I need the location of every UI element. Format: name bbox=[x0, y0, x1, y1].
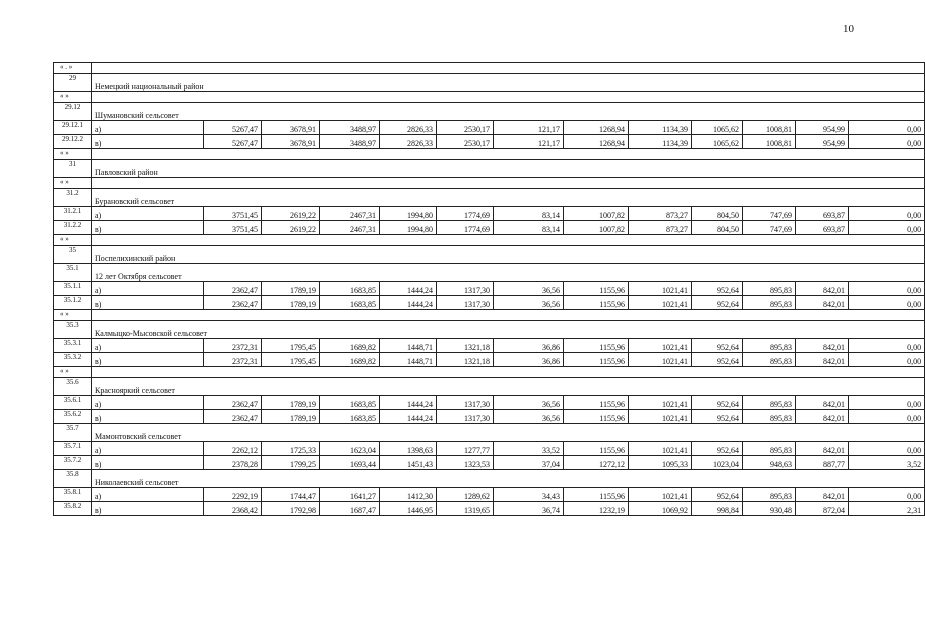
value-cell: 1683,85 bbox=[320, 282, 380, 296]
value-cell: 804,50 bbox=[692, 207, 743, 221]
value-cell: 1641,27 bbox=[320, 488, 380, 502]
value-cell: 0,00 bbox=[849, 410, 925, 424]
value-cell: 2292,19 bbox=[204, 488, 262, 502]
value-cell: 1065,62 bbox=[692, 135, 743, 149]
value-cell: 1687,47 bbox=[320, 502, 380, 516]
value-cell: 33,52 bbox=[494, 442, 564, 456]
value-cell: 842,01 bbox=[796, 488, 849, 502]
value-cell: 872,04 bbox=[796, 502, 849, 516]
value-cell: 952,64 bbox=[692, 442, 743, 456]
value-cell: 0,00 bbox=[849, 396, 925, 410]
value-cell: 1683,85 bbox=[320, 296, 380, 310]
value-cell: 1444,24 bbox=[380, 296, 437, 310]
value-cell: 693,87 bbox=[796, 221, 849, 235]
row-code: 35.8 bbox=[54, 470, 92, 488]
value-cell: 895,83 bbox=[743, 442, 796, 456]
quote-row bbox=[54, 149, 925, 160]
value-cell: 952,64 bbox=[692, 339, 743, 353]
quote-spacer bbox=[92, 149, 925, 160]
row-code: 31.2 bbox=[54, 189, 92, 207]
value-cell: 2826,33 bbox=[380, 121, 437, 135]
value-cell: 0,00 bbox=[849, 221, 925, 235]
value-cell: 1021,41 bbox=[629, 442, 692, 456]
value-cell: 2619,22 bbox=[262, 221, 320, 235]
section-row bbox=[54, 264, 925, 282]
value-cell: 2372,31 bbox=[204, 353, 262, 367]
tariff-table-body bbox=[54, 63, 925, 516]
value-cell: 887,77 bbox=[796, 456, 849, 470]
section-row bbox=[54, 160, 925, 178]
value-cell: 1155,96 bbox=[564, 353, 629, 367]
row-label: в) bbox=[92, 221, 204, 235]
table-row bbox=[54, 502, 925, 516]
row-label: а) bbox=[92, 488, 204, 502]
value-cell: 1021,41 bbox=[629, 353, 692, 367]
row-code: 29 bbox=[54, 74, 92, 92]
value-cell: 1792,98 bbox=[262, 502, 320, 516]
value-cell: 1994,80 bbox=[380, 207, 437, 221]
value-cell: 998,84 bbox=[692, 502, 743, 516]
row-code: « » bbox=[54, 235, 92, 246]
row-code: 31 bbox=[54, 160, 92, 178]
value-cell: 1623,04 bbox=[320, 442, 380, 456]
section-title: Николаевский сельсовет bbox=[92, 470, 925, 488]
value-cell: 36,56 bbox=[494, 296, 564, 310]
value-cell: 36,56 bbox=[494, 282, 564, 296]
row-code: 35.8.2 bbox=[54, 502, 92, 516]
row-code: 35.1.2 bbox=[54, 296, 92, 310]
value-cell: 0,00 bbox=[849, 282, 925, 296]
section-title: Калмыцко-Мысовской сельсовет bbox=[92, 321, 925, 339]
value-cell: 952,64 bbox=[692, 296, 743, 310]
value-cell: 3751,45 bbox=[204, 221, 262, 235]
section-row bbox=[54, 246, 925, 264]
value-cell: 2372,31 bbox=[204, 339, 262, 353]
row-code: 35.7.2 bbox=[54, 456, 92, 470]
value-cell: 2362,47 bbox=[204, 410, 262, 424]
value-cell: 0,00 bbox=[849, 121, 925, 135]
section-row bbox=[54, 424, 925, 442]
value-cell: 1268,94 bbox=[564, 121, 629, 135]
row-label: а) bbox=[92, 339, 204, 353]
value-cell: 2530,17 bbox=[437, 135, 494, 149]
value-cell: 1683,85 bbox=[320, 396, 380, 410]
value-cell: 2362,47 bbox=[204, 296, 262, 310]
value-cell: 1683,85 bbox=[320, 410, 380, 424]
row-code: « » bbox=[54, 92, 92, 103]
row-label: в) bbox=[92, 410, 204, 424]
section-title: 12 лет Октября сельсовет bbox=[92, 264, 925, 282]
table-row bbox=[54, 221, 925, 235]
value-cell: 1155,96 bbox=[564, 442, 629, 456]
value-cell: 0,00 bbox=[849, 339, 925, 353]
value-cell: 36,86 bbox=[494, 353, 564, 367]
value-cell: 1155,96 bbox=[564, 282, 629, 296]
quote-row bbox=[54, 235, 925, 246]
quote-spacer bbox=[92, 63, 925, 74]
value-cell: 2530,17 bbox=[437, 121, 494, 135]
row-label: в) bbox=[92, 296, 204, 310]
row-label: а) bbox=[92, 121, 204, 135]
value-cell: 83,14 bbox=[494, 221, 564, 235]
value-cell: 36,74 bbox=[494, 502, 564, 516]
value-cell: 1444,24 bbox=[380, 396, 437, 410]
page-number: 10 bbox=[843, 23, 854, 35]
row-label: в) bbox=[92, 353, 204, 367]
table-row bbox=[54, 410, 925, 424]
value-cell: 895,83 bbox=[743, 339, 796, 353]
value-cell: 1725,33 bbox=[262, 442, 320, 456]
quote-spacer bbox=[92, 235, 925, 246]
value-cell: 3488,97 bbox=[320, 135, 380, 149]
value-cell: 1321,18 bbox=[437, 339, 494, 353]
value-cell: 3678,91 bbox=[262, 135, 320, 149]
value-cell: 2467,31 bbox=[320, 221, 380, 235]
value-cell: 1789,19 bbox=[262, 410, 320, 424]
value-cell: 1799,25 bbox=[262, 456, 320, 470]
value-cell: 873,27 bbox=[629, 207, 692, 221]
value-cell: 1007,82 bbox=[564, 207, 629, 221]
value-cell: 3678,91 bbox=[262, 121, 320, 135]
value-cell: 952,64 bbox=[692, 396, 743, 410]
value-cell: 2619,22 bbox=[262, 207, 320, 221]
value-cell: 1155,96 bbox=[564, 410, 629, 424]
value-cell: 952,64 bbox=[692, 488, 743, 502]
value-cell: 0,00 bbox=[849, 488, 925, 502]
value-cell: 930,48 bbox=[743, 502, 796, 516]
row-code: « . » bbox=[54, 63, 92, 74]
row-code: « » bbox=[54, 310, 92, 321]
value-cell: 895,83 bbox=[743, 282, 796, 296]
value-cell: 0,00 bbox=[849, 296, 925, 310]
quote-row bbox=[54, 92, 925, 103]
value-cell: 1277,77 bbox=[437, 442, 494, 456]
value-cell: 3488,97 bbox=[320, 121, 380, 135]
row-label: а) bbox=[92, 207, 204, 221]
section-row bbox=[54, 470, 925, 488]
value-cell: 952,64 bbox=[692, 353, 743, 367]
table-row bbox=[54, 488, 925, 502]
row-code: « » bbox=[54, 149, 92, 160]
section-row bbox=[54, 103, 925, 121]
value-cell: 2826,33 bbox=[380, 135, 437, 149]
table-row bbox=[54, 207, 925, 221]
row-code: 35.3.2 bbox=[54, 353, 92, 367]
row-code: 35.6.2 bbox=[54, 410, 92, 424]
value-cell: 1134,39 bbox=[629, 135, 692, 149]
section-row bbox=[54, 378, 925, 396]
value-cell: 1155,96 bbox=[564, 296, 629, 310]
table-row bbox=[54, 353, 925, 367]
row-label: в) bbox=[92, 502, 204, 516]
section-row bbox=[54, 74, 925, 92]
value-cell: 2378,28 bbox=[204, 456, 262, 470]
value-cell: 1021,41 bbox=[629, 282, 692, 296]
row-label: в) bbox=[92, 135, 204, 149]
tariff-table bbox=[53, 62, 925, 516]
value-cell: 1095,33 bbox=[629, 456, 692, 470]
value-cell: 1321,18 bbox=[437, 353, 494, 367]
table-row bbox=[54, 121, 925, 135]
value-cell: 1021,41 bbox=[629, 396, 692, 410]
section-title: Краснояркий сельсовет bbox=[92, 378, 925, 396]
section-title: Шумановский сельсовет bbox=[92, 103, 925, 121]
row-code: 35.7 bbox=[54, 424, 92, 442]
section-title: Немецкий национальный район bbox=[92, 74, 925, 92]
value-cell: 1448,71 bbox=[380, 339, 437, 353]
table-row bbox=[54, 339, 925, 353]
value-cell: 2362,47 bbox=[204, 396, 262, 410]
value-cell: 1021,41 bbox=[629, 296, 692, 310]
row-code: 31.2.2 bbox=[54, 221, 92, 235]
value-cell: 1994,80 bbox=[380, 221, 437, 235]
row-code: 29.12 bbox=[54, 103, 92, 121]
value-cell: 842,01 bbox=[796, 396, 849, 410]
value-cell: 1444,24 bbox=[380, 282, 437, 296]
value-cell: 121,17 bbox=[494, 135, 564, 149]
value-cell: 1155,96 bbox=[564, 396, 629, 410]
value-cell: 1021,41 bbox=[629, 410, 692, 424]
value-cell: 3,52 bbox=[849, 456, 925, 470]
quote-spacer bbox=[92, 367, 925, 378]
table-row bbox=[54, 456, 925, 470]
row-code: 35.8.1 bbox=[54, 488, 92, 502]
value-cell: 36,86 bbox=[494, 339, 564, 353]
value-cell: 36,56 bbox=[494, 396, 564, 410]
row-label: а) bbox=[92, 282, 204, 296]
value-cell: 5267,47 bbox=[204, 135, 262, 149]
table-row bbox=[54, 282, 925, 296]
value-cell: 1795,45 bbox=[262, 339, 320, 353]
value-cell: 121,17 bbox=[494, 121, 564, 135]
value-cell: 747,69 bbox=[743, 221, 796, 235]
row-code: « » bbox=[54, 178, 92, 189]
value-cell: 948,63 bbox=[743, 456, 796, 470]
value-cell: 842,01 bbox=[796, 339, 849, 353]
value-cell: 1317,30 bbox=[437, 282, 494, 296]
value-cell: 873,27 bbox=[629, 221, 692, 235]
value-cell: 842,01 bbox=[796, 410, 849, 424]
value-cell: 2368,42 bbox=[204, 502, 262, 516]
value-cell: 1689,82 bbox=[320, 339, 380, 353]
value-cell: 1155,96 bbox=[564, 488, 629, 502]
value-cell: 1398,63 bbox=[380, 442, 437, 456]
value-cell: 34,43 bbox=[494, 488, 564, 502]
value-cell: 0,00 bbox=[849, 135, 925, 149]
value-cell: 895,83 bbox=[743, 296, 796, 310]
value-cell: 1789,19 bbox=[262, 296, 320, 310]
value-cell: 1155,96 bbox=[564, 339, 629, 353]
value-cell: 954,99 bbox=[796, 135, 849, 149]
value-cell: 1693,44 bbox=[320, 456, 380, 470]
row-code: 35.1.1 bbox=[54, 282, 92, 296]
value-cell: 1689,82 bbox=[320, 353, 380, 367]
value-cell: 1268,94 bbox=[564, 135, 629, 149]
value-cell: 895,83 bbox=[743, 410, 796, 424]
value-cell: 1272,12 bbox=[564, 456, 629, 470]
value-cell: 1789,19 bbox=[262, 282, 320, 296]
row-code: 35.3 bbox=[54, 321, 92, 339]
value-cell: 842,01 bbox=[796, 353, 849, 367]
value-cell: 1317,30 bbox=[437, 410, 494, 424]
value-cell: 895,83 bbox=[743, 488, 796, 502]
table-row bbox=[54, 296, 925, 310]
row-code: 35 bbox=[54, 246, 92, 264]
value-cell: 5267,47 bbox=[204, 121, 262, 135]
value-cell: 1412,30 bbox=[380, 488, 437, 502]
value-cell: 36,56 bbox=[494, 410, 564, 424]
value-cell: 2362,47 bbox=[204, 282, 262, 296]
value-cell: 1289,62 bbox=[437, 488, 494, 502]
value-cell: 1008,81 bbox=[743, 135, 796, 149]
value-cell: 1789,19 bbox=[262, 396, 320, 410]
value-cell: 1007,82 bbox=[564, 221, 629, 235]
value-cell: 0,00 bbox=[849, 442, 925, 456]
value-cell: 1317,30 bbox=[437, 396, 494, 410]
row-code: 35.3.1 bbox=[54, 339, 92, 353]
quote-spacer bbox=[92, 310, 925, 321]
value-cell: 1008,81 bbox=[743, 121, 796, 135]
value-cell: 1448,71 bbox=[380, 353, 437, 367]
row-code: 31.2.1 bbox=[54, 207, 92, 221]
table-row bbox=[54, 396, 925, 410]
value-cell: 804,50 bbox=[692, 221, 743, 235]
value-cell: 3751,45 bbox=[204, 207, 262, 221]
table-row bbox=[54, 135, 925, 149]
row-label: а) bbox=[92, 442, 204, 456]
value-cell: 952,64 bbox=[692, 410, 743, 424]
value-cell: 1446,95 bbox=[380, 502, 437, 516]
value-cell: 2,31 bbox=[849, 502, 925, 516]
section-row bbox=[54, 321, 925, 339]
row-code: 35.7.1 bbox=[54, 442, 92, 456]
value-cell: 1451,43 bbox=[380, 456, 437, 470]
quote-row bbox=[54, 178, 925, 189]
value-cell: 1134,39 bbox=[629, 121, 692, 135]
value-cell: 0,00 bbox=[849, 207, 925, 221]
value-cell: 842,01 bbox=[796, 296, 849, 310]
value-cell: 747,69 bbox=[743, 207, 796, 221]
row-code: 35.6.1 bbox=[54, 396, 92, 410]
value-cell: 1023,04 bbox=[692, 456, 743, 470]
value-cell: 895,83 bbox=[743, 396, 796, 410]
section-title: Павловский район bbox=[92, 160, 925, 178]
section-title: Мамонтовский сельсовет bbox=[92, 424, 925, 442]
value-cell: 37,04 bbox=[494, 456, 564, 470]
value-cell: 83,14 bbox=[494, 207, 564, 221]
quote-row bbox=[54, 367, 925, 378]
row-code: 29.12.1 bbox=[54, 121, 92, 135]
value-cell: 1744,47 bbox=[262, 488, 320, 502]
value-cell: 1774,69 bbox=[437, 207, 494, 221]
row-label: в) bbox=[92, 456, 204, 470]
value-cell: 842,01 bbox=[796, 282, 849, 296]
section-title: Поспелихинский район bbox=[92, 246, 925, 264]
quote-row bbox=[54, 310, 925, 321]
row-code: « » bbox=[54, 367, 92, 378]
table-row bbox=[54, 442, 925, 456]
section-row bbox=[54, 189, 925, 207]
value-cell: 693,87 bbox=[796, 207, 849, 221]
quote-spacer bbox=[92, 178, 925, 189]
value-cell: 842,01 bbox=[796, 442, 849, 456]
value-cell: 1069,92 bbox=[629, 502, 692, 516]
value-cell: 2262,12 bbox=[204, 442, 262, 456]
row-label: а) bbox=[92, 396, 204, 410]
value-cell: 0,00 bbox=[849, 353, 925, 367]
value-cell: 1021,41 bbox=[629, 488, 692, 502]
value-cell: 1232,19 bbox=[564, 502, 629, 516]
value-cell: 2467,31 bbox=[320, 207, 380, 221]
value-cell: 895,83 bbox=[743, 353, 796, 367]
row-code: 29.12.2 bbox=[54, 135, 92, 149]
value-cell: 952,64 bbox=[692, 282, 743, 296]
row-code: 35.1 bbox=[54, 264, 92, 282]
value-cell: 1774,69 bbox=[437, 221, 494, 235]
quote-spacer bbox=[92, 92, 925, 103]
value-cell: 1021,41 bbox=[629, 339, 692, 353]
value-cell: 954,99 bbox=[796, 121, 849, 135]
value-cell: 1319,65 bbox=[437, 502, 494, 516]
value-cell: 1444,24 bbox=[380, 410, 437, 424]
value-cell: 1317,30 bbox=[437, 296, 494, 310]
value-cell: 1795,45 bbox=[262, 353, 320, 367]
quote-row bbox=[54, 63, 925, 74]
value-cell: 1065,62 bbox=[692, 121, 743, 135]
row-code: 35.6 bbox=[54, 378, 92, 396]
value-cell: 1323,53 bbox=[437, 456, 494, 470]
section-title: Бурановский сельсовет bbox=[92, 189, 925, 207]
